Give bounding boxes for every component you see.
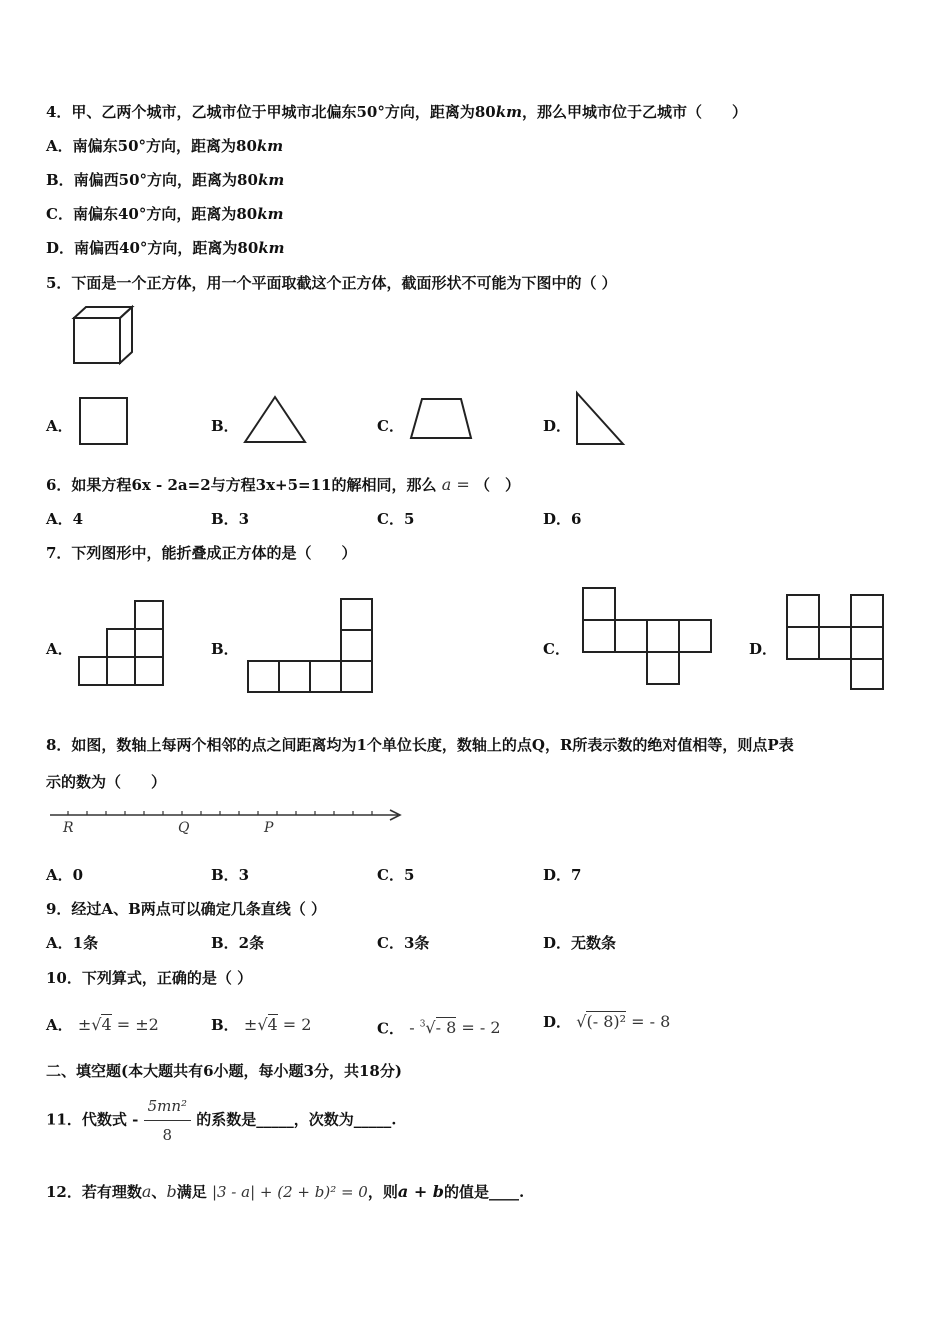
q4-stem-text: 4．甲、乙两个城市，乙城市位于甲城市北偏东50°方向，距离为80 [46, 103, 496, 121]
q5-option-c-label: C． [377, 417, 404, 435]
q10-a-radicand: 4 [101, 1015, 112, 1034]
q4-stem-tail: ，那么甲城市位于乙城市（ ） [521, 103, 747, 121]
q8-stem-line1: 8．如图，数轴上每两个相邻的点之间距离均为1个单位长度，数轴上的点Q，R所表示数的绝对值相等，则点P表 [46, 736, 794, 754]
q12-var-a: a [141, 1182, 152, 1201]
q10-option-b-label: B． [211, 1016, 239, 1034]
q10-option-b-expr: ±√4 = 2 [243, 1015, 312, 1034]
q10-b-post: = 2 [277, 1015, 312, 1034]
q4-unit: km [495, 103, 522, 121]
q4-stem [46, 102, 747, 122]
q11-stem [46, 1094, 396, 1147]
q10-option-b [211, 1015, 311, 1035]
q12-var-b: b [166, 1182, 177, 1201]
q6-option-a: A．4 [46, 510, 84, 528]
q8-option-a: A．0 [46, 866, 84, 884]
q12-stem-then: ，则 [367, 1183, 398, 1201]
q11-stem-text: 11．代数式 - [46, 1110, 139, 1129]
q10-a-pre: ± [77, 1015, 92, 1034]
net-figure-d [784, 592, 886, 692]
square-shape [78, 396, 130, 446]
net-figure-b [245, 596, 375, 694]
q6-stem-tail: （ ） [474, 476, 520, 494]
q10-option-a-label: A． [46, 1016, 73, 1034]
q8-stem-line2: 示的数为（ ） [46, 773, 167, 791]
q10-option-a [46, 1015, 159, 1035]
q12-stem [46, 1182, 524, 1202]
q10-d-radicand: (- 8)² [586, 1012, 627, 1031]
q10-option-c-label: C． [377, 1019, 404, 1038]
q12-expression: a + b [397, 1182, 444, 1201]
q10-stem: 10．下列算式，正确的是（ ） [46, 969, 253, 987]
q4-option-c-text: C．南偏东40°方向，距离为80 [46, 205, 258, 223]
q5-option-a-label: A． [46, 417, 73, 435]
q8-option-d: D．7 [543, 866, 582, 884]
q12-stem-text: 12．若有理数 [46, 1183, 142, 1201]
q12-condition: |3 - a| + (2 + b)² = 0 [211, 1183, 368, 1201]
q9-option-c: C．3条 [377, 934, 430, 952]
q10-c-post: = - 2 [456, 1018, 501, 1038]
q10-c-pre: - [409, 1018, 420, 1038]
q8-option-b: B．3 [211, 866, 250, 884]
axis-label-r: R [63, 820, 74, 836]
q9-option-a: A．1条 [46, 934, 99, 952]
q6-math: a = [441, 475, 470, 494]
q4-option-d-unit: km [258, 239, 285, 257]
q10-option-d [543, 1012, 670, 1032]
q10-option-d-label: D． [543, 1013, 572, 1031]
q9-stem: 9．经过A、B两点可以确定几条直线（ ） [46, 900, 326, 918]
section-2-title: 二、填空题(本大题共有6小题，每小题3分，共18分) [46, 1062, 402, 1080]
q8-option-c: C．5 [377, 866, 415, 884]
q9-option-b: B．2条 [211, 934, 265, 952]
triangle-shape [242, 394, 308, 446]
q12-stem-satisfy: 满足 [176, 1183, 207, 1201]
right-triangle-shape [573, 390, 627, 448]
q12-stem-tail: 的值是____. [443, 1183, 525, 1201]
q11-fraction-denominator: 8 [162, 1126, 173, 1144]
net-figure-c [580, 585, 714, 687]
q4-option-c [46, 204, 283, 224]
q6-stem [46, 475, 520, 495]
q4-option-a-text: A．南偏东50°方向，距离为80 [46, 137, 257, 155]
q4-option-d [46, 238, 285, 258]
q4-option-d-text: D．南偏西40°方向，距离为80 [46, 239, 259, 257]
q4-option-b [46, 170, 284, 190]
q11-fraction-numerator: 5mn² [144, 1094, 191, 1121]
q10-d-post: = - 8 [626, 1012, 671, 1031]
q7-option-a-label: A． [46, 640, 73, 658]
q4-option-b-text: B．南偏西50°方向，距离为80 [46, 171, 258, 189]
q10-option-a-expr: ±√4 = ±2 [77, 1015, 159, 1034]
q7-option-b-label: B． [211, 640, 239, 658]
q5-option-d-label: D． [543, 417, 572, 435]
q4-option-a [46, 136, 283, 156]
q5-stem: 5．下面是一个正方体，用一个平面取截这个正方体，截面形状不可能为下图中的（ ） [46, 274, 617, 292]
axis-label-p: P [264, 820, 274, 836]
q10-b-radicand: 4 [267, 1015, 278, 1034]
q6-stem-text: 6．如果方程6x - 2a=2与方程3x+5=11的解相同，那么 [46, 476, 437, 494]
q10-option-c [377, 1015, 501, 1038]
q5-option-b-label: B． [211, 417, 239, 435]
q12-separator: 、 [151, 1183, 167, 1201]
q10-c-radicand: - 8 [435, 1018, 457, 1038]
q10-option-c-expr: - $^3$√- 8 = - 2 [409, 1018, 501, 1038]
q7-option-d-label: D． [749, 640, 778, 658]
q6-option-d: D．6 [543, 510, 582, 528]
q10-option-d-expr: √(- 8)² = - 8 [576, 1012, 671, 1031]
q7-stem: 7．下列图形中，能折叠成正方体的是（ ） [46, 544, 357, 562]
number-line-figure [46, 804, 408, 844]
q4-option-c-unit: km [257, 205, 284, 223]
q7-option-c-label: C． [543, 640, 570, 658]
q11-fraction [144, 1094, 191, 1147]
q6-option-c: C．5 [377, 510, 415, 528]
q4-option-b-unit: km [257, 171, 285, 189]
q9-option-d: D．无数条 [543, 934, 617, 952]
q11-stem-tail: 的系数是_____，次数为_____. [196, 1110, 397, 1129]
trapezoid-shape [408, 396, 474, 442]
q10-a-post: = ±2 [111, 1015, 159, 1034]
q4-option-a-unit: km [256, 137, 284, 155]
net-figure-a [76, 598, 166, 688]
q6-option-b: B．3 [211, 510, 250, 528]
q10-b-pre: ± [243, 1015, 258, 1034]
q10-c-index: 3 [419, 1020, 426, 1030]
cube-figure [70, 304, 136, 366]
axis-label-q: Q [178, 820, 190, 836]
